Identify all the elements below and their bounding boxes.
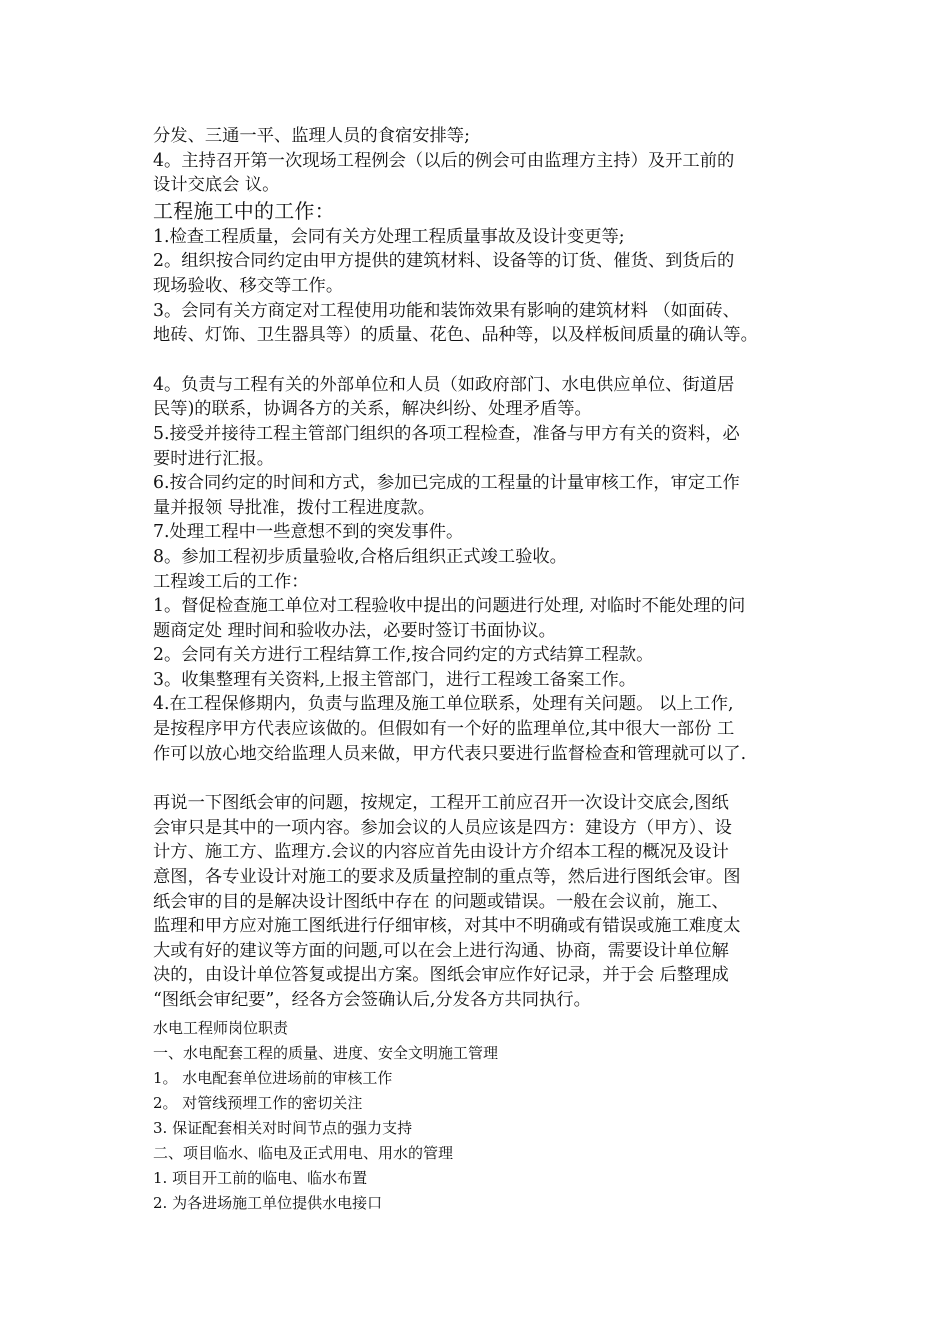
- text-line: 大或有好的建议等方面的问题,可以在会上进行沟通、协商，需要设计单位解: [153, 940, 729, 961]
- text-line: 2。组织按合同约定由甲方提供的建筑材料、设备等的订货、催货、到货后的: [153, 251, 735, 272]
- text-line: 一、水电配套工程的质量、进度、安全文明施工管理: [153, 1043, 499, 1062]
- text-line: 再说一下图纸会审的问题，按规定，工程开工前应召开一次设计交底会,图纸: [153, 793, 729, 814]
- text-line: 4.在工程保修期内，负责与监理及施工单位联系，处理有关问题。 以上工作,: [153, 694, 734, 715]
- text-line: 地砖、灯饰、卫生器具等）的质量、花色、品种等，以及样板间质量的确认等。: [153, 325, 758, 346]
- text-line: 决的，由设计单位答复或提出方案。图纸会审应作好记录，并于会 后整理成: [153, 965, 729, 986]
- section-coordination-and-completion: [153, 373, 825, 767]
- text-line: 设计交底会 议。: [153, 175, 280, 196]
- text-line: 二、项目临水、临电及正式用电、用水的管理: [153, 1143, 454, 1162]
- section-heading: 工程施工中的工作：: [153, 198, 335, 223]
- text-line: 8。参加工程初步质量验收,合格后组织正式竣工验收。: [153, 546, 567, 567]
- text-line: 2. 为各进场施工单位提供水电接口: [153, 1193, 383, 1212]
- text-line: 工程竣工后的工作：: [153, 571, 309, 592]
- text-line: 要时进行汇报。: [153, 448, 274, 469]
- text-line: 3。会同有关方商定对工程使用功能和装饰效果有影响的建筑材料 （如面砖、: [153, 300, 740, 321]
- text-line: 题商定处 理时间和验收办法，必要时签订书面协议。: [153, 620, 556, 641]
- section-mep-engineer-duties: [153, 1016, 825, 1216]
- text-line: 2。会同有关方进行工程结算工作,按合同约定的方式结算工程款。: [153, 645, 654, 666]
- text-line: 现场验收、移交等工作。: [153, 275, 344, 296]
- text-line: 分发、三通一平、监理人员的食宿安排等;: [153, 126, 470, 146]
- section-during-construction: [153, 198, 825, 348]
- text-line: 民等)的联系，协调各方的关系，解决纠纷、处理矛盾等。: [153, 399, 592, 420]
- paragraph-gap: [153, 348, 825, 373]
- text-line: 1。督促检查施工单位对工程验收中提出的问题进行处理, 对临时不能处理的问: [153, 596, 746, 617]
- text-line: 4。主持召开第一次现场工程例会（以后的例会可由监理方主持）及开工前的: [153, 150, 735, 171]
- document-content: [153, 124, 825, 1216]
- text-line: 1. 项目开工前的临电、临水布置: [153, 1168, 368, 1187]
- text-line: 会审只是其中的一项内容。参加会议的人员应该是四方：建设方（甲方）、设: [153, 817, 732, 838]
- text-line: 3。收集整理有关资料,上报主管部门，进行工程竣工备案工作。: [153, 669, 637, 690]
- text-line: 2。 对管线预埋工作的密切关注: [153, 1093, 363, 1112]
- text-line: 纸会审的目的是解决设计图纸中存在 的问题或错误。一般在会议前，施工、: [153, 891, 729, 912]
- text-line: 6.按合同约定的时间和方式，参加已完成的工程量的计量审核工作，审定工作: [153, 473, 740, 494]
- text-line: 7.处理工程中一些意想不到的突发事件。: [153, 522, 464, 543]
- section-drawing-review: [153, 791, 825, 1012]
- text-line: 1.检查工程质量，会同有关方处理工程质量事故及设计变更等;: [153, 226, 625, 247]
- text-line: 是按程序甲方代表应该做的。但假如有一个好的监理单位,其中很大一部份 工: [153, 719, 735, 740]
- text-line: 计方、施工方、监理方.会议的内容应首先由设计方介绍本工程的概况及设计: [153, 842, 729, 863]
- text-line: “图纸会审纪要”，经各方会签确认后,分发各方共同执行。: [153, 990, 591, 1010]
- text-line: 意图，各专业设计对施工的要求及质量控制的重点等，然后进行图纸会审。图: [153, 867, 741, 888]
- text-line: 4。负责与工程有关的外部单位和人员（如政府部门、水电供应单位、街道居: [153, 374, 735, 395]
- paragraph-gap: [153, 766, 825, 791]
- text-line: 5.接受并接待工程主管部门组织的各项工程检查，准备与甲方有关的资料，必: [153, 423, 740, 444]
- text-line: 监理和甲方应对施工图纸进行仔细审核，对其中不明确或有错误或施工难度太: [153, 916, 741, 937]
- section-preconstruction-tail: [153, 124, 825, 198]
- text-line: 1。 水电配套单位进场前的审核工作: [153, 1068, 393, 1087]
- text-line: 作可以放心地交给监理人员来做，甲方代表只要进行监督检查和管理就可以了.: [153, 743, 747, 764]
- text-line: 3. 保证配套相关对时间节点的强力支持: [153, 1118, 413, 1137]
- text-line: 量并报领 导批准，拨付工程进度款。: [153, 497, 435, 518]
- text-line: 水电工程师岗位职责: [153, 1018, 289, 1037]
